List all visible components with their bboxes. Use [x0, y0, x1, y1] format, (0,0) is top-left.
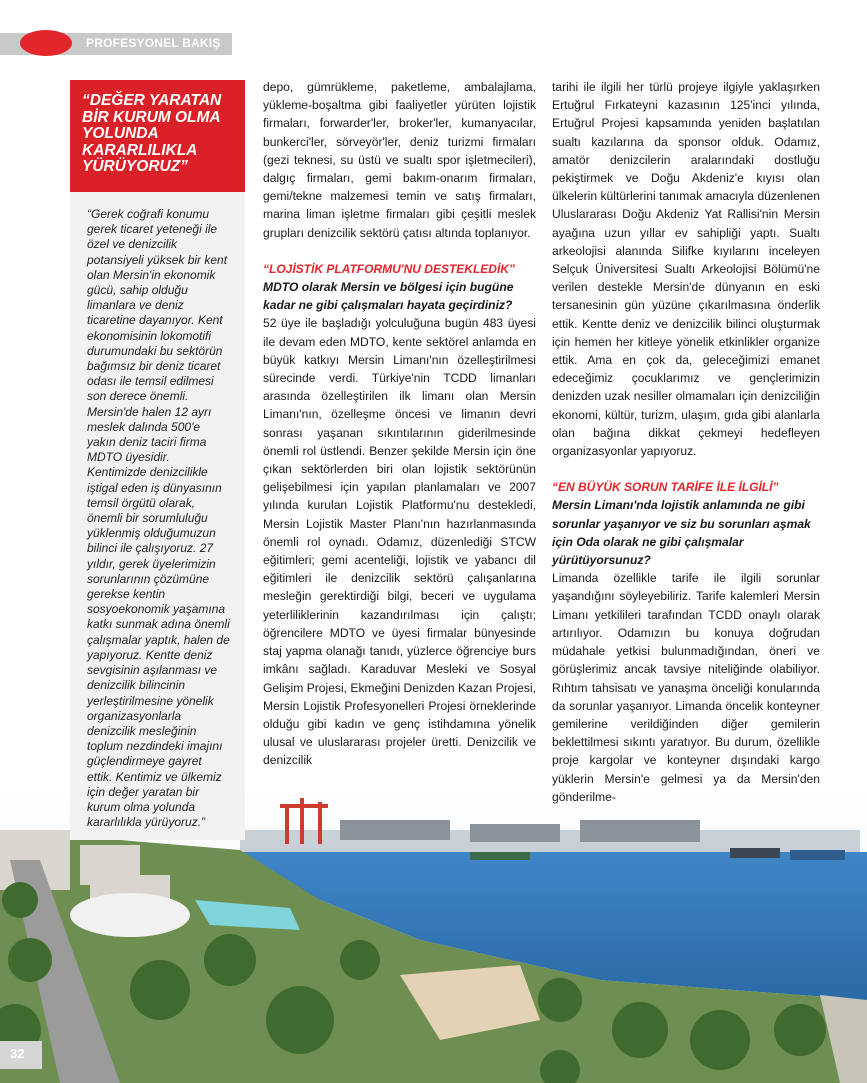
quote-sidebar: [70, 80, 245, 840]
sidebar-title-box: [70, 80, 245, 192]
section-heading: “EN BÜYÜK SORUN TARİFE İLE İLGİLİ”: [552, 480, 779, 495]
paragraph: tarihi ile ilgili her türlü projeye ilgiyle yaklaşırken Ertuğrul Fırkateyni kazasının 125'inci yılında, Ertuğrul Projesi kapsamında yeniden başlatılan sualtı kazılarına da sponsor olduk. Odamız, amatör denizcilerin aralarındaki dostluğu pekiştirmek ve Doğu Akdeniz'e kıyısı olan ülkelerin kültürlerini tanımak amacıyla düzenlenen Uluslararası Doğu Akdeniz Yat Rallisi'nin Mersin ayağına uzun yıllar ev sahipliği yaptı. Sualtı arkeolojisi alanında Silifke kıyılarını inceleyen Selçuk Üniversitesi Sualtı Arkeolojisi Bölümü'ne verilen destekle Mersin'de dünyanın en eski tersanesinin gün yüzüne çıkarılmasına önderlik ettik. Kentte deniz ve denizcilik bilinci oluşturmak için hemen her kitleye yönelik etkinlikler organize ettik. Ama en çok da, geleceğimizi emanet edeceğimiz çocuklarımız ve gençlerimizin denizden uzak nesiller olmamaları için denizciliğin ekonomi, kültür, turizm, ulaşım, gıda gibi alanlarla olan bağına dikkat çekmeyi hedefleyen organizasyonlar yapıyoruz.: [552, 80, 820, 459]
paragraph: 52 üye ile başladığı yolculuğuna bugün 483 üyesi ile devam eden MDTO, kente sektörel anlamda en büyük katkıyı Mersin Limanı'nın özelleştirilmesi sürecinde verdi. Türkiye'nin TCDD limanları arasında özelleştirilen ilk limanı olan Mersin Limanı'nın, özelleşme öncesi ve limanın devri sonrası yaşanan sıkıntılarının giderilmesinde önemli rol üstlendi. Benzer şekilde Mersin için öne çıkan sektörlerden biri olan lojistik sektörünün gelişebilmesi için yapılan planlamaları ve 2007 yılında kurulan Lojistik Platformu'nu destekledi, Mersin Lojistik Master Planı'nın hazırlanmasında önemli rol oynadı. Odamız, düzenlediği STCW eğitimleri; gemi acenteliği, lojistik ve yabancı dil eğitimleri ile denizcilik sektörü çalışanlarına mesleğin gerektirdiği bilgi, beceri ve uygulama yeterliliklerinin kazandırılması için çalıştı; öğrencilere MDTO ve üyesi firmalar bünyesinde staj yapma olanağı tanıdı, yüzlerce öğrenciye burs imkânı sağladı. Karaduvar Mesleki ve Sosyal Gelişim Projesi, Ekmeğini Denizden Kazan Projesi, Mersin Lojistik Profesyonelleri Projesi örneklerinde olduğu gibi kadın ve genç istihdamına yönelik ulusal ve uluslararası projeler üretti. Denizcilik ve denizcilik: [263, 316, 536, 768]
paragraph: Limanda özellikle tarife ile ilgili sorunlar yaşandığını söyleyebiliriz. Tarife kalemleri Mersin Limanı yetkilileri tarafından TCDD onaylı olarak artırılıyor. Odamızın bu konuya doğrudan müdahale yetkisi bulunmadığından, öneri ve görüşlerimiz ancak tavsiye niteliğinde olabiliyor. Rıhtım tahsisatı ve yanaşma önceliği konularında da sorunlar yaşanıyor. Limanda öncelik konteyner gemilerine verildiğinden diğer gemilerin beklettilmesi sıkıntı yaratıyor. Bu durum, özellikle proje kargolar ve konteyner dışındaki kargo yüklerin Mersin'e gelmesi ya da Mersin'den gönderilme-: [552, 571, 820, 804]
section-heading: “LOJİSTİK PLATFORMU'NU DESTEKLEDİK”: [263, 261, 515, 276]
interview-question: MDTO olarak Mersin ve bölgesi için bugüne kadar ne gibi çalışmaları hayata geçirdiniz?: [263, 280, 514, 313]
article-column-1: [263, 78, 536, 770]
section-marker-oval: [20, 30, 72, 56]
page-number: 32: [10, 1046, 25, 1061]
interview-question: Mersin Limanı'nda lojistik anlamında ne gibi sorunlar yaşanıyor ve siz bu sorunları aşmak için Oda olarak ne gibi çalışmalar yürütüyorsunuz?: [552, 498, 811, 568]
page-number-tab: [0, 1041, 42, 1069]
port-cranes: [280, 798, 328, 844]
paragraph: depo, gümrükleme, paketleme, ambalajlama, yükleme-boşaltma gibi faaliyetler yürüten lojistik firmaları, forwarder'ler, broker'ler, kumanyacılar, bunkerci'ler, sörveyör'ler, deniz turizmi firmaları (gezi teknesi, su üstü ve sualtı spor işletmecileri), dalgıç firmaları, gemi bakım-onarım firmaları, gemi/tekne malzemesi temin ve satış firmaları, marina liman işletme firmaları gibi çeşitli meslek grupları denizcilik sektörü çatısı altında toplanıyor.: [263, 80, 536, 240]
sidebar-title: “DEĞER YARATAN BİR KURUM OLMA YOLUNDA KARARLILIKLA YÜRÜYORUZ”: [82, 92, 222, 175]
section-title: PROFESYONEL BAKIŞ: [86, 36, 221, 50]
article-column-2: [552, 78, 820, 806]
sidebar-quote: “Gerek coğrafi konumu gerek ticaret yeteneği ile özel ve denizcilik potansiyeli yüksek bir kent olan Mersin'in ekonomik gücü, sahip olduğu limanlara ve deniz ticaretine dayanıyor. Kent ekonomisinin lokomotifi durumundaki bu sektörün bağımsız bir deniz ticaret odası ile temsil edilmesi son derece önemli. Mersin'de halen 12 ayrı meslek dalında 500'e yakın deniz taciri firma MDTO üyesidir. Kentimizde denizcilikle iştigal eden iş dünyasının temsil örgütü olarak, önemli bir sorumluluğu yüklenmiş olduğumuzun bilinci ile çalışıyoruz. 27 yıldır, gerek üyelerimizin sorunlarının çözümüne gerekse kentin sosyoekonomik yaşamına katkı sunmak adına önemli çalışmalar yaptık, halen de yapıyoruz. Kentte deniz sevgisinin aşılanması ve denizcilik bilincinin yerleştirilmesine yönelik organizasyonlarla denizcilik mesleğinin toplum nezdindeki imajını güçlendirmeye gayret ettik. Kentimiz ve ülkemiz için değer yaratan bir kurum olma yolunda kararlılıkla yürüyoruz.”: [87, 207, 230, 830]
